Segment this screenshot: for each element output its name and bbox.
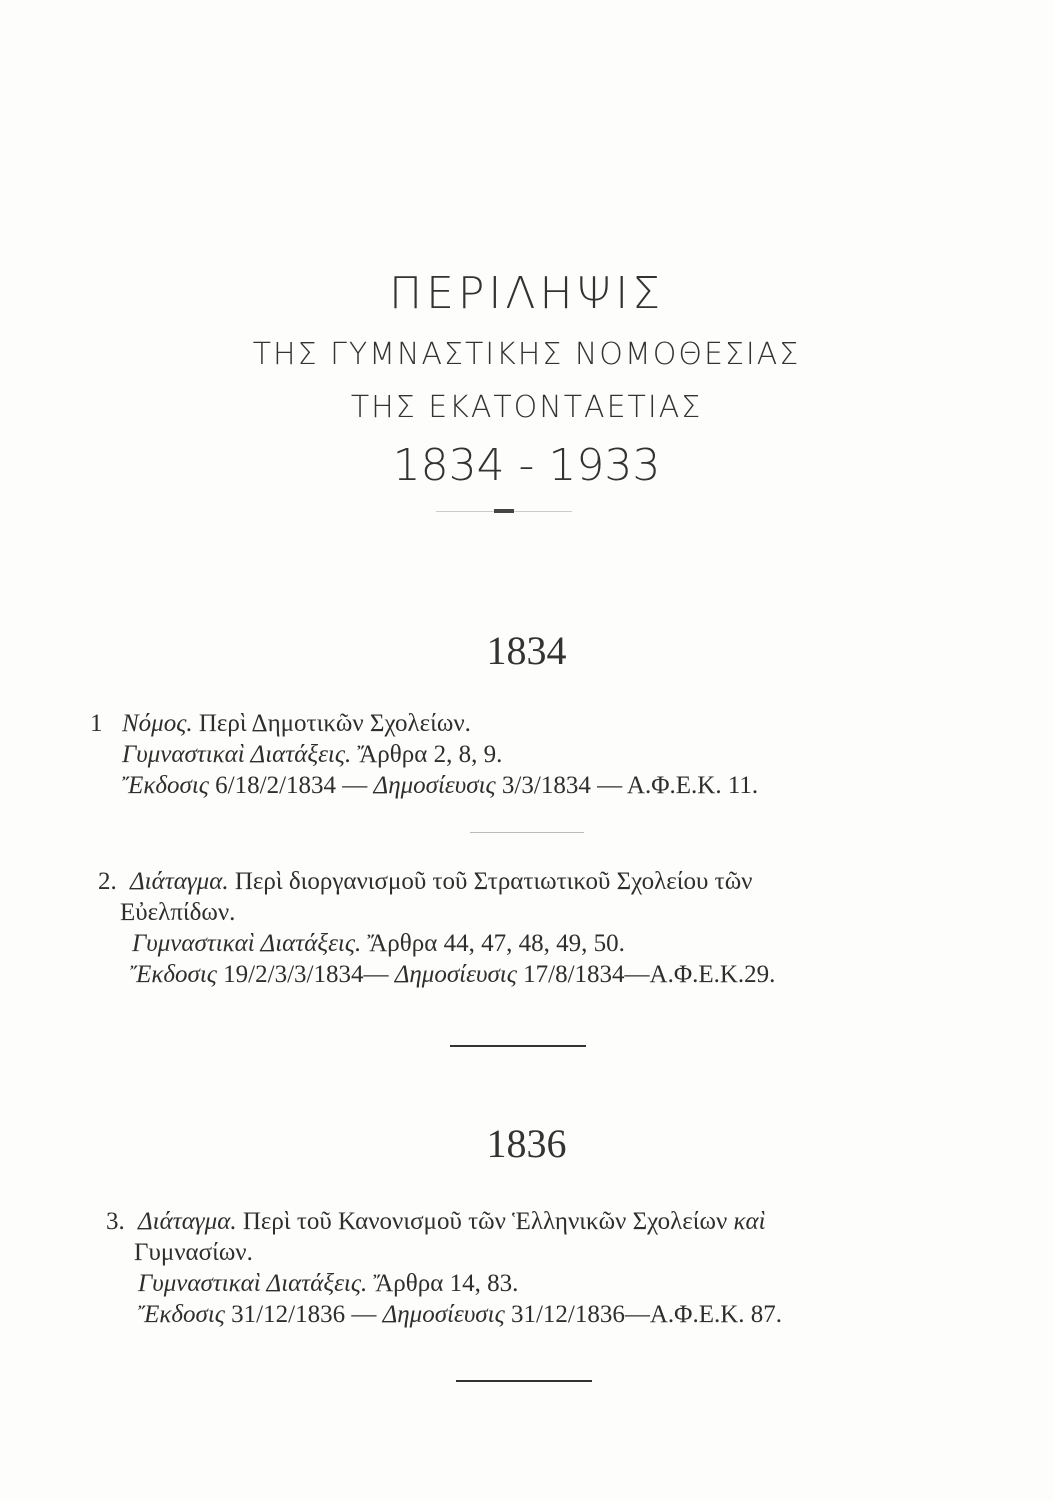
document-years: 1834 - 1933 [392,440,661,491]
document-subtitle-line1: ΤΗΣ ΓΥΜΝΑΣΤΙΚΗΣ ΝΟΜΟΘΕΣΙΑΣ [252,337,801,372]
entry-articles: Ἄρθρα 44, 47, 48, 49, 50. [367,930,625,957]
issue-label: Ἔκδοσις [130,961,217,988]
entry-subject-continued: Γυμνασίων. [134,1239,253,1266]
gym-provisions-label: Γυμναστικαὶ Διατάξεις. [122,741,352,768]
year-heading-1836: 1836 [486,1121,567,1166]
law-entry-1 [90,708,952,801]
gym-provisions-label: Γυμναστικαὶ Διατάξεις. [132,930,362,957]
issue-date: 19/2/3/3/1834— [223,961,389,988]
issue-label: Ἔκδοσις [138,1301,225,1328]
issue-date: 31/12/1836 — [231,1301,377,1328]
document-subtitle-line2: ΤΗΣ ΕΚΑΤΟΝΤΑΕΤΙΑΣ [350,390,703,425]
publication-ref: 31/12/1836—Α.Φ.Ε.Κ. 87. [510,1301,783,1328]
entry-number: 1 [90,710,103,737]
entry-articles: Ἄρθρα 2, 8, 9. [357,741,503,768]
section-divider [450,1045,586,1047]
entry-type: Διάταγμα. [130,868,229,895]
entry-type: Διάταγμα. [138,1208,237,1235]
entry-subject-continued: Εὐελπίδων. [120,899,236,926]
publication-ref: 17/8/1834—Α.Φ.Ε.Κ.29. [523,961,776,988]
law-entry-2 [98,866,960,990]
entry-subject: Περὶ διοργανισμοῦ τοῦ Στρατιωτικοῦ Σχολείου τῶν [234,868,753,895]
title-divider [436,511,572,512]
publication-ref: 3/3/1834 — Α.Φ.Ε.Κ. 11. [501,772,759,799]
publication-label: Δημοσίευσις [382,1301,505,1328]
entry-number: 2. [98,868,117,895]
entry-subject-tail: καὶ [733,1208,766,1235]
publication-label: Δημοσίευσις [394,961,517,988]
document-title: ΠΕΡΙΛΗΨΙΣ [389,268,664,319]
entry-articles: Ἄρθρα 14, 83. [373,1270,519,1297]
entry-divider [470,832,584,833]
issue-date: 6/18/2/1834 — [215,772,368,799]
gym-provisions-label: Γυμναστικαὶ Διατάξεις. [138,1270,368,1297]
entry-type: Νόμος. [122,710,193,737]
issue-label: Ἔκδοσις [122,772,209,799]
entry-subject: Περὶ τοῦ Κανονισμοῦ τῶν Ἑλληνικῶν Σχολείων [242,1208,728,1235]
publication-label: Δημοσίευσις [373,772,496,799]
entry-number: 3. [106,1208,125,1235]
entry-subject: Περὶ Δημοτικῶν Σχολείων. [198,710,471,737]
section-divider-bottom [456,1380,592,1382]
year-heading-1834: 1834 [486,628,567,673]
law-entry-3 [106,1206,968,1330]
